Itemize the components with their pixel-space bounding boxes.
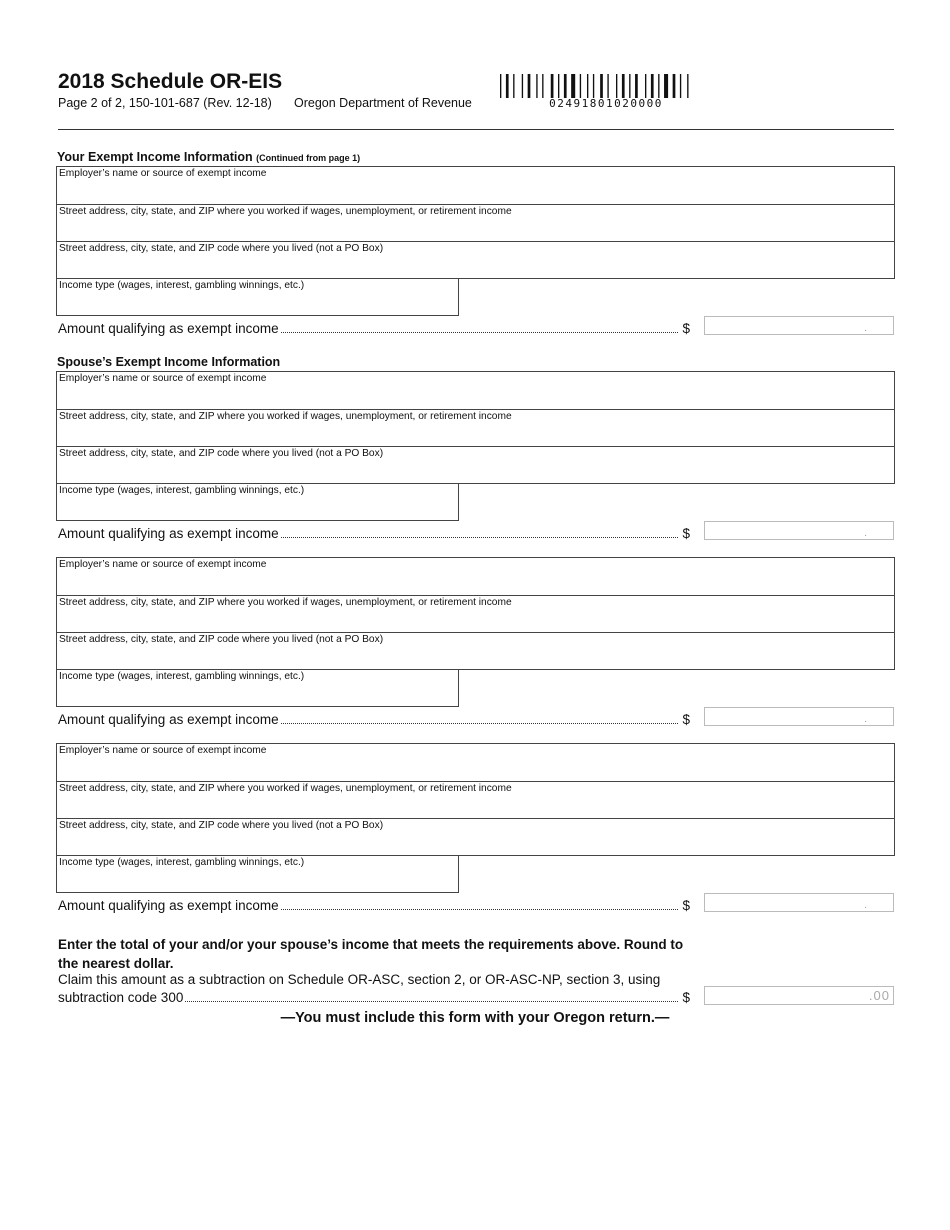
- income-type-field[interactable]: [56, 278, 459, 316]
- amount-row: [58, 898, 690, 913]
- total-amount-field[interactable]: [704, 986, 894, 1005]
- employer-label: Employer’s name or source of exempt income: [59, 373, 267, 384]
- home-address-input[interactable]: [61, 653, 890, 667]
- decimal-point: .: [864, 714, 867, 725]
- income-type-field[interactable]: [56, 855, 459, 893]
- amount-field[interactable]: [704, 521, 894, 540]
- income-type-label: Income type (wages, interest, gambling winnings, etc.): [59, 485, 305, 496]
- footer-note: [0, 1010, 950, 1026]
- spouse-section-heading: [57, 355, 280, 369]
- employer-label: Employer’s name or source of exempt income: [59, 168, 267, 179]
- dollar-sign: $: [679, 990, 690, 1005]
- total-instruction: Enter the total of your and/or your spouse’s income that meets the requirements above. Round to the nearest dollar.: [58, 937, 684, 971]
- barcode-number: 02491801020000: [549, 97, 663, 110]
- amount-row: [58, 526, 690, 541]
- employer-input[interactable]: [61, 580, 890, 594]
- home-address-field[interactable]: [56, 632, 895, 670]
- department-name: Oregon Department of Revenue: [294, 96, 472, 110]
- decimal-point: .: [864, 900, 867, 911]
- home-address-label: Street address, city, state, and ZIP code where you lived (not a PO Box): [59, 820, 384, 831]
- header-divider: [58, 129, 894, 130]
- employer-field[interactable]: [56, 371, 895, 411]
- employer-field[interactable]: [56, 166, 895, 206]
- work-address-field[interactable]: [56, 204, 895, 242]
- employer-field[interactable]: [56, 743, 895, 783]
- work-address-input[interactable]: [61, 225, 890, 239]
- work-address-label: Street address, city, state, and ZIP where you worked if wages, unemployment, or retirement income: [59, 206, 512, 217]
- home-address-input[interactable]: [61, 839, 890, 853]
- footer-note-text: —You must include this form with your Oregon return.—: [280, 1010, 670, 1026]
- work-address-input[interactable]: [61, 430, 890, 444]
- income-type-field[interactable]: [56, 669, 459, 707]
- amount-input[interactable]: [708, 896, 853, 910]
- form-subtitle: Page 2 of 2, 150-101-687 (Rev. 12-18): [58, 96, 272, 110]
- your-section-title: Your Exempt Income Information: [57, 150, 253, 164]
- home-address-input[interactable]: [61, 262, 890, 276]
- employer-label: Employer’s name or source of exempt income: [59, 559, 267, 570]
- amount-label: Amount qualifying as exempt income: [58, 712, 279, 727]
- amount-field[interactable]: [704, 707, 894, 726]
- amount-label: Amount qualifying as exempt income: [58, 898, 279, 913]
- home-address-label: Street address, city, state, and ZIP code where you lived (not a PO Box): [59, 448, 384, 459]
- amount-field[interactable]: [704, 316, 894, 335]
- employer-input[interactable]: [61, 766, 890, 780]
- form-title: 2018 Schedule OR-EIS: [58, 70, 283, 93]
- employer-label: Employer’s name or source of exempt income: [59, 745, 267, 756]
- employer-input[interactable]: [61, 189, 890, 203]
- income-type-input[interactable]: [61, 504, 454, 518]
- dollar-sign: $: [679, 898, 690, 913]
- home-address-field[interactable]: [56, 241, 895, 279]
- work-address-input[interactable]: [61, 802, 890, 816]
- amount-label: Amount qualifying as exempt income: [58, 526, 279, 541]
- cents-placeholder: .00: [868, 988, 890, 1003]
- home-address-field[interactable]: [56, 446, 895, 484]
- employer-input[interactable]: [61, 394, 890, 408]
- work-address-label: Street address, city, state, and ZIP where you worked if wages, unemployment, or retirement income: [59, 597, 512, 608]
- income-type-label: Income type (wages, interest, gambling winnings, etc.): [59, 671, 305, 682]
- spouse-section-title: Spouse’s Exempt Income Information: [57, 355, 281, 369]
- income-type-field[interactable]: [56, 483, 459, 521]
- home-address-label: Street address, city, state, and ZIP code where you lived (not a PO Box): [59, 243, 384, 254]
- your-section-heading: [57, 150, 360, 164]
- work-address-field[interactable]: [56, 781, 895, 819]
- work-address-field[interactable]: [56, 595, 895, 633]
- home-address-label: Street address, city, state, and ZIP code where you lived (not a PO Box): [59, 634, 384, 645]
- continued-note: (Continued from page 1): [256, 153, 361, 163]
- income-type-input[interactable]: [61, 299, 454, 313]
- amount-row: [58, 321, 690, 336]
- dollar-sign: $: [679, 712, 690, 727]
- work-address-label: Street address, city, state, and ZIP where you worked if wages, unemployment, or retirement income: [59, 783, 512, 794]
- work-address-input[interactable]: [61, 616, 890, 630]
- amount-row: [58, 712, 690, 727]
- income-type-label: Income type (wages, interest, gambling winnings, etc.): [59, 280, 305, 291]
- amount-field[interactable]: [704, 893, 894, 912]
- amount-input[interactable]: [708, 319, 853, 333]
- work-address-field[interactable]: [56, 409, 895, 447]
- income-type-input[interactable]: [61, 690, 454, 704]
- income-type-input[interactable]: [61, 876, 454, 890]
- amount-label: Amount qualifying as exempt income: [58, 321, 279, 336]
- amount-input[interactable]: [708, 524, 853, 538]
- subtraction-code-label: subtraction code 300: [58, 990, 184, 1005]
- total-claim-text: Claim this amount as a subtraction on Schedule OR-ASC, section 2, or OR-ASC-NP, section 3, using: [58, 972, 661, 987]
- amount-input[interactable]: [708, 710, 853, 724]
- total-amount-row: [58, 990, 690, 1005]
- income-type-label: Income type (wages, interest, gambling winnings, etc.): [59, 857, 305, 868]
- decimal-point: .: [864, 323, 867, 334]
- home-address-input[interactable]: [61, 467, 890, 481]
- dollar-sign: $: [679, 321, 690, 336]
- barcode-image: [500, 74, 712, 98]
- home-address-field[interactable]: [56, 818, 895, 856]
- work-address-label: Street address, city, state, and ZIP where you worked if wages, unemployment, or retirement income: [59, 411, 512, 422]
- employer-field[interactable]: [56, 557, 895, 597]
- total-amount-input[interactable]: [708, 989, 863, 1003]
- decimal-point: .: [864, 528, 867, 539]
- dollar-sign: $: [679, 526, 690, 541]
